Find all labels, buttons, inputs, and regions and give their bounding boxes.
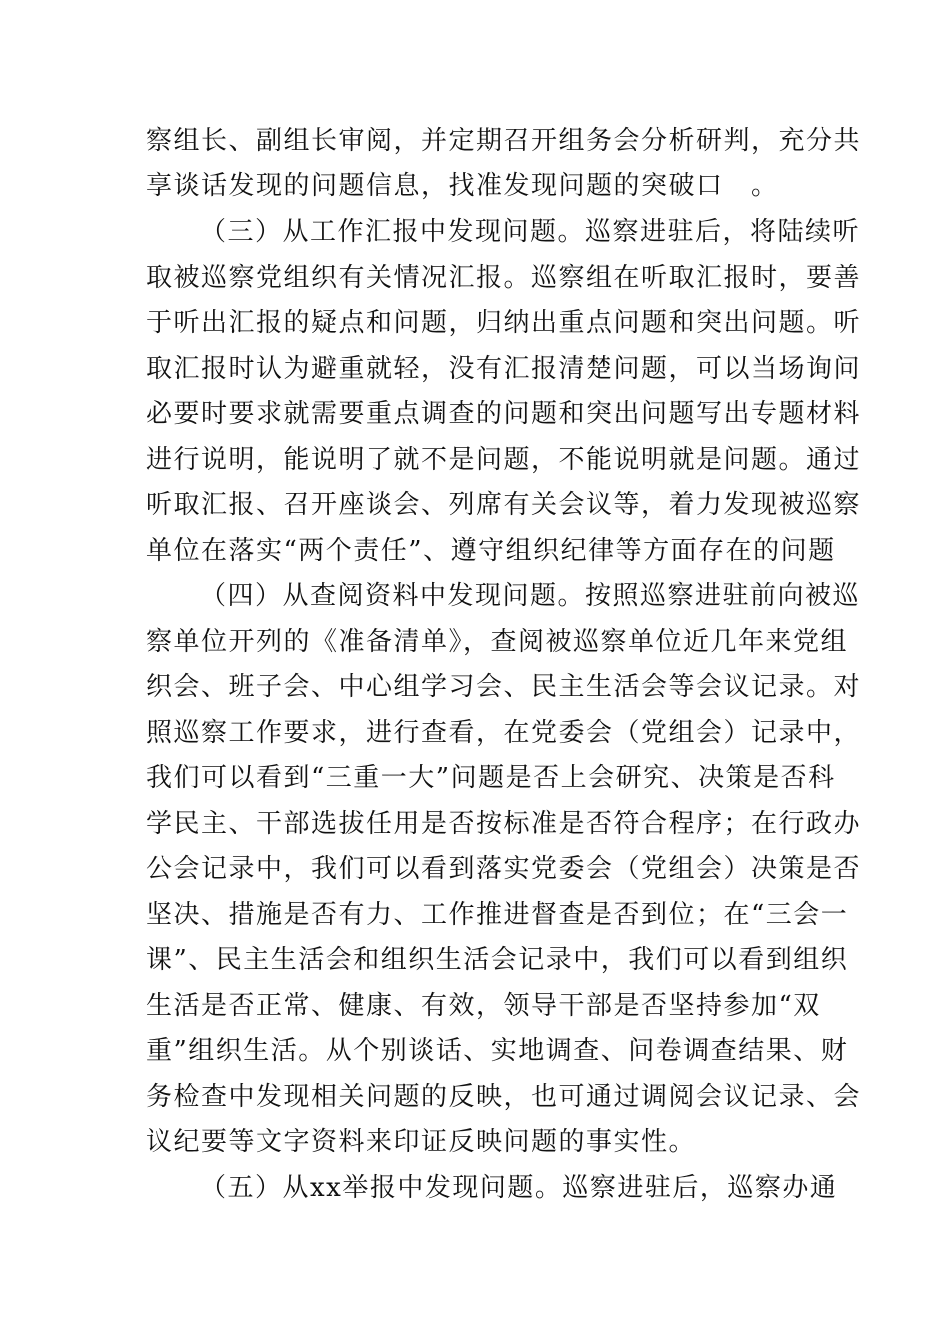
text-line: 取汇报时认为避重就轻，没有汇报清楚问题，可以当场询问: [146, 354, 862, 384]
text-line: 听取汇报、召开座谈会、列席有关会议等，着力发现被巡察: [146, 490, 862, 520]
section-heading-line: （三）从工作汇报中发现问题。巡察进驻后，将陆续听: [200, 217, 861, 247]
text-line: 坚决、措施是否有力、工作推进督查是否到位；在“三会一: [146, 900, 849, 930]
text-line: 学民主、干部选拔任用是否按标准是否符合程序；在行政办: [146, 809, 862, 839]
text-line: 议纪要等文字资料来印证反映问题的事实性。: [146, 1127, 697, 1157]
text-line: 进行说明，能说明了就不是问题，不能说明就是问题。通过: [146, 445, 862, 475]
text-line: 课”、民主生活会和组织生活会记录中，我们可以看到组织: [146, 945, 849, 975]
text-line: 我们可以看到“三重一大”问题是否上会研究、决策是否科: [146, 763, 836, 793]
text-line: 照巡察工作要求，进行查看，在党委会（党组会）记录中，: [146, 718, 862, 748]
section-heading-line: （五）从xx举报中发现问题。巡察进驻后，巡察办通: [200, 1173, 838, 1203]
text-line: 务检查中发现相关问题的反映，也可通过调阅会议记录、会: [146, 1082, 862, 1112]
text-line: 享谈话发现的问题信息，找准发现问题的突破口 。: [146, 171, 779, 201]
text-line: 织会、班子会、中心组学习会、民主生活会等会议记录。对: [146, 672, 862, 702]
section-heading-line: （四）从查阅资料中发现问题。按照巡察进驻前向被巡: [200, 581, 861, 611]
text-line: 单位在落实“两个责任”、遵守组织纪律等方面存在的问题: [146, 536, 836, 566]
text-line: 必要时要求就需要重点调查的问题和突出问题写出专题材料: [146, 399, 862, 429]
text-line: 公会记录中，我们可以看到落实党委会（党组会）决策是否: [146, 854, 862, 884]
text-line: 察单位开列的《准备清单》，查阅被巡察单位近几年来党组: [146, 627, 849, 657]
text-line: 取被巡察党组织有关情况汇报。巡察组在听取汇报时，要善: [146, 263, 862, 293]
text-line: 生活是否正常、健康、有效，领导干部是否坚持参加“双: [146, 991, 821, 1021]
text-line: 重”组织生活。从个别谈话、实地调查、问卷调查结果、财: [146, 1036, 849, 1066]
text-line: 察组长、副组长审阅，并定期召开组务会分析研判，充分共: [146, 126, 862, 156]
text-line: 于听出汇报的疑点和问题，归纳出重点问题和突出问题。听: [146, 308, 862, 338]
